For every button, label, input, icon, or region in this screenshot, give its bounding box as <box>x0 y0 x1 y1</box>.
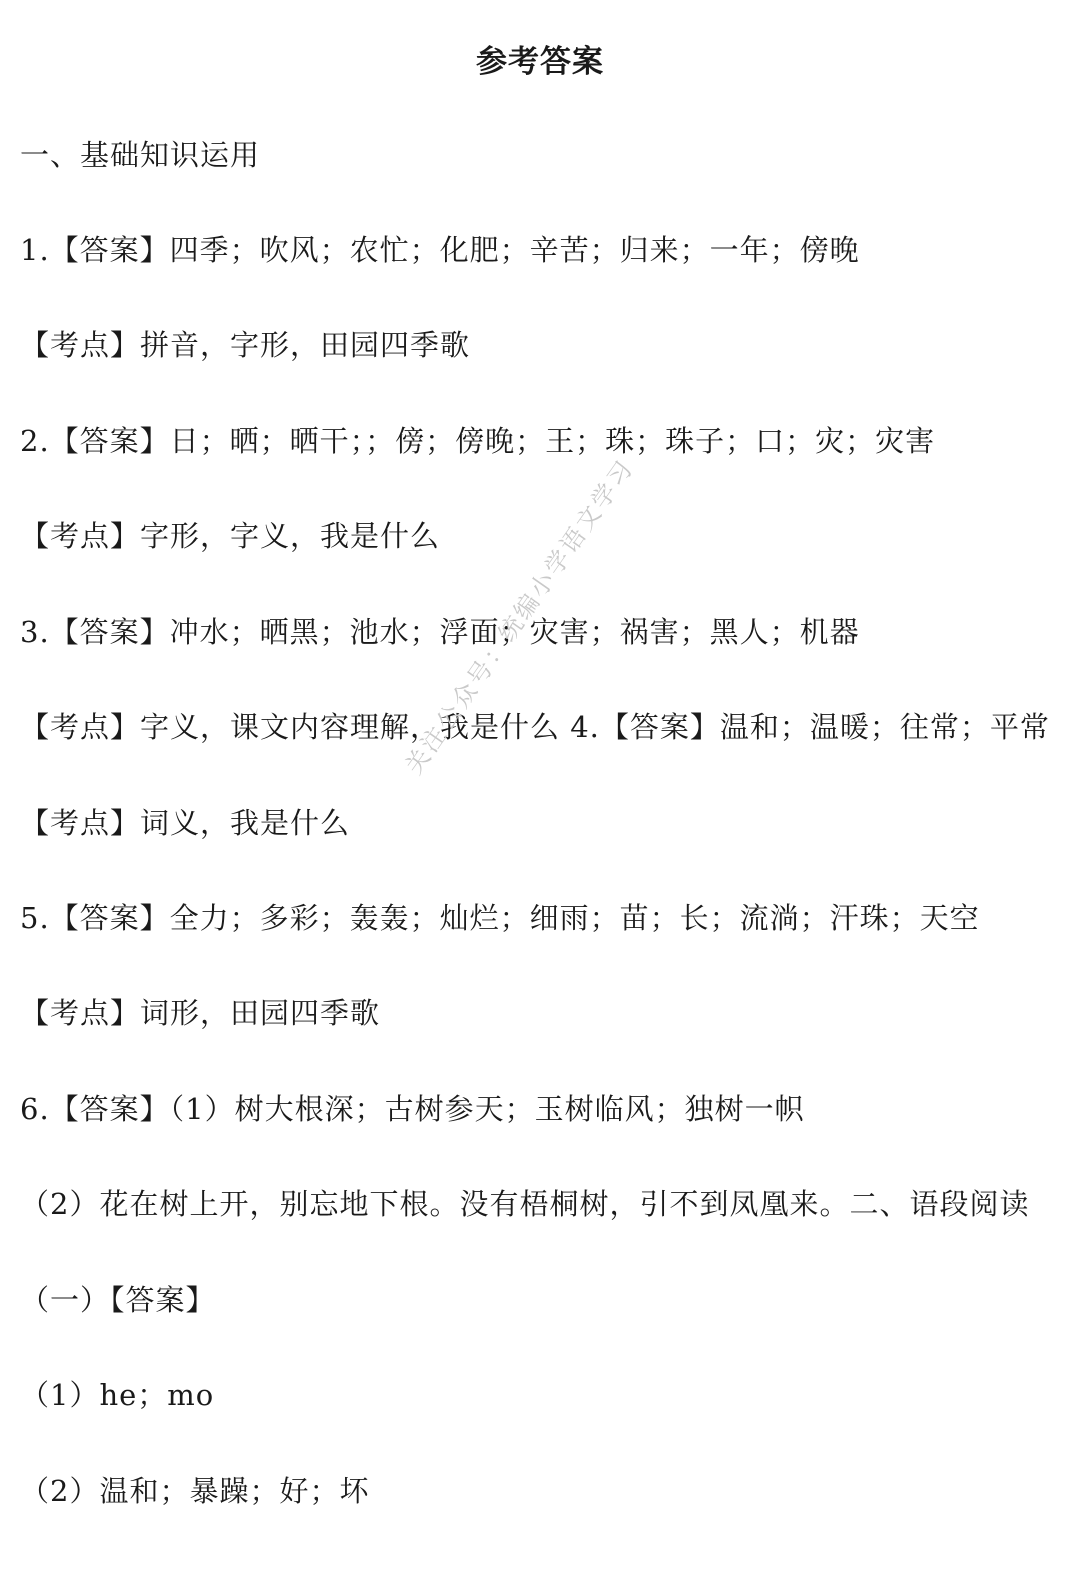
exam-point-line-5: 【考点】词形，田园四季歌 <box>20 996 381 1030</box>
exam-point-line-1: 【考点】拼音，字形，田园四季歌 <box>20 328 471 362</box>
answer-line-3: 3.【答案】冲水；晒黑；池水；浮面；灾害；祸害；黑人；机器 <box>20 615 860 649</box>
reading-answer-1: （1）he；mo <box>20 1378 215 1412</box>
exam-point-line-4: 【考点】词义，我是什么 <box>20 806 351 840</box>
reading-section-1-answer: （一）【答案】 <box>20 1283 216 1317</box>
answer-line-1: 1.【答案】四季；吹风；农忙；化肥；辛苦；归来；一年；傍晚 <box>20 233 860 267</box>
exam-point-line-2: 【考点】字形，字义，我是什么 <box>20 519 441 553</box>
answer-line-6-part-2: （2）花在树上开，别忘地下根。没有梧桐树，引不到凤凰来。二、语段阅读 <box>20 1187 1030 1221</box>
answer-line-5: 5.【答案】全力；多彩；轰轰；灿烂；细雨；苗；长；流淌；汗珠；天空 <box>20 901 980 935</box>
page-title: 参考答案 <box>476 44 604 80</box>
exam-point-line-3-answer-4: 【考点】字义，课文内容理解，我是什么 4.【答案】温和；温暖；往常；平常 <box>20 710 1050 744</box>
answer-line-2: 2.【答案】日；晒；晒干；；傍；傍晚；王；珠；珠子；口；灾；灾害 <box>20 424 936 458</box>
section-heading-basic-knowledge: 一、基础知识运用 <box>20 138 261 172</box>
answer-line-6: 6.【答案】（1）树大根深；古树参天；玉树临风；独树一帜 <box>20 1092 805 1126</box>
reading-answer-2: （2）温和；暴躁；好；坏 <box>20 1474 370 1508</box>
watermark: 关注公众号：统编小学语文学习 <box>399 453 640 780</box>
